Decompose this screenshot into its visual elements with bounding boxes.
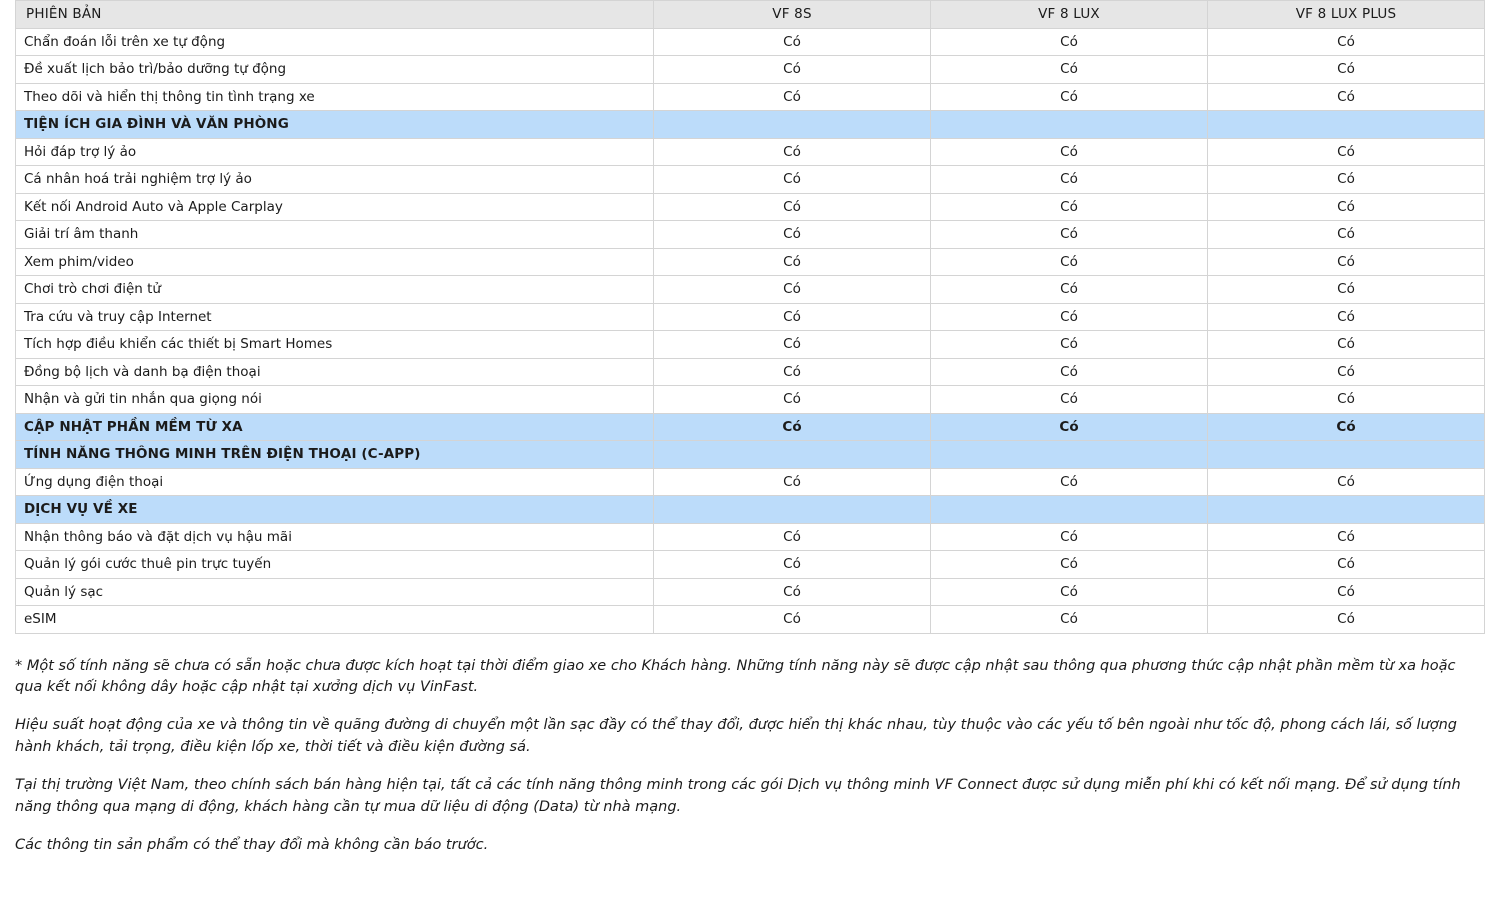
table-section-row [16,496,1485,524]
footnote-paragraph: Hiệu suất hoạt động của xe và thông tin về quãng đường di chuyển một lần sạc đầy có thể thay đổi, được hiển thị khác nhau, tùy thuộc vào các yếu tố bên ngoài như tốc độ, phong cách lái, số lượng hành khách, tải trọng, điều kiện lốp xe, thời tiết và điều kiện đường sá. [15,717,1457,755]
table-row [16,303,1485,331]
table-row [16,386,1485,414]
feature-value: Có [1208,578,1485,606]
feature-value: Có [654,276,931,304]
table-row [16,248,1485,276]
feature-label: Tích hợp điều khiển các thiết bị Smart Homes [16,331,654,359]
feature-label: TIỆN ÍCH GIA ĐÌNH VÀ VĂN PHÒNG [16,111,654,139]
feature-label: Theo dõi và hiển thị thông tin tình trạng xe [16,83,654,111]
feature-value: Có [654,358,931,386]
table-section-row [16,413,1485,441]
table-row [16,358,1485,386]
feature-value: Có [931,386,1208,414]
feature-value: Có [1208,551,1485,579]
table-row [16,83,1485,111]
feature-value: Có [1208,358,1485,386]
feature-value: Có [931,166,1208,194]
feature-label: Chẩn đoán lỗi trên xe tự động [16,28,654,56]
feature-label: eSIM [16,606,654,634]
feature-value: Có [1208,523,1485,551]
table-row [16,578,1485,606]
feature-value: Có [654,523,931,551]
feature-value: Có [654,138,931,166]
feature-value: Có [654,606,931,634]
feature-label: Cá nhân hoá trải nghiệm trợ lý ảo [16,166,654,194]
feature-label: CẬP NHẬT PHẦN MỀM TỪ XA [16,413,654,441]
feature-value: Có [931,523,1208,551]
feature-value [931,441,1208,469]
feature-value: Có [1208,468,1485,496]
table-row [16,606,1485,634]
feature-value: Có [654,28,931,56]
feature-value [654,496,931,524]
table-header-row [16,1,1485,29]
column-header-vf8luxplus: VF 8 LUX PLUS [1208,1,1485,29]
feature-value: Có [1208,193,1485,221]
table-row [16,193,1485,221]
feature-label: Xem phim/video [16,248,654,276]
feature-label: Kết nối Android Auto và Apple Carplay [16,193,654,221]
table-row [16,551,1485,579]
feature-value [654,441,931,469]
column-header-vf8s: VF 8S [654,1,931,29]
table-row [16,468,1485,496]
table-row [16,331,1485,359]
footnote-paragraph: Các thông tin sản phẩm có thể thay đổi mà không cần báo trước. [15,837,489,854]
footnote-paragraph: * Một số tính năng sẽ chưa có sẵn hoặc chưa được kích hoạt tại thời điểm giao xe cho Khách hàng. Những tính năng này sẽ được cập nhật sau thông qua phương thức cập nhật phần mềm từ xa hoặc qua kết nối không dây hoặc cập nhật tại xưởng dịch vụ VinFast. [15,657,1456,695]
feature-label: DỊCH VỤ VỀ XE [16,496,654,524]
feature-value: Có [654,248,931,276]
feature-value: Có [1208,221,1485,249]
feature-label: Nhận và gửi tin nhắn qua giọng nói [16,386,654,414]
feature-label: Giải trí âm thanh [16,221,654,249]
feature-value: Có [931,606,1208,634]
feature-label: Tra cứu và truy cập Internet [16,303,654,331]
table-header [16,1,1485,29]
footnote-paragraph: Tại thị trường Việt Nam, theo chính sách bán hàng hiện tại, tất cả các tính năng thông minh trong các gói Dịch vụ thông minh VF Connect được sử dụng miễn phí khi có kết nối mạng. Để sử dụng tính năng thông qua mạng di động, khách hàng cần tự mua dữ liệu di động (Data) từ nhà mạng. [15,777,1461,815]
table-row [16,221,1485,249]
feature-value: Có [1208,606,1485,634]
feature-value: Có [654,551,931,579]
feature-value: Có [654,193,931,221]
feature-label: Quản lý sạc [16,578,654,606]
feature-value [654,111,931,139]
feature-value: Có [931,331,1208,359]
feature-value: Có [1208,56,1485,84]
table-row [16,276,1485,304]
feature-label: Nhận thông báo và đặt dịch vụ hậu mãi [16,523,654,551]
column-header-feature: PHIÊN BẢN [16,1,654,29]
feature-value: Có [1208,166,1485,194]
feature-value: Có [1208,331,1485,359]
feature-value: Có [931,358,1208,386]
feature-value: Có [931,578,1208,606]
table-row [16,56,1485,84]
feature-value: Có [931,138,1208,166]
feature-value: Có [931,303,1208,331]
feature-label: Đề xuất lịch bảo trì/bảo dưỡng tự động [16,56,654,84]
feature-label: TÍNH NĂNG THÔNG MINH TRÊN ĐIỆN THOẠI (C-APP) [16,441,654,469]
feature-value: Có [654,83,931,111]
feature-value: Có [931,468,1208,496]
feature-value: Có [1208,138,1485,166]
table-body [16,28,1485,633]
column-header-vf8lux: VF 8 LUX [931,1,1208,29]
feature-value: Có [654,166,931,194]
feature-label: Quản lý gói cước thuê pin trực tuyến [16,551,654,579]
feature-value: Có [1208,413,1485,441]
table-section-row [16,111,1485,139]
feature-value: Có [931,248,1208,276]
feature-label: Ứng dụng điện thoại [16,468,654,496]
feature-value: Có [1208,248,1485,276]
feature-value [931,111,1208,139]
feature-value: Có [931,221,1208,249]
feature-value [1208,441,1485,469]
feature-value [931,496,1208,524]
feature-value: Có [654,413,931,441]
feature-value: Có [931,551,1208,579]
feature-value: Có [1208,303,1485,331]
feature-value: Có [654,56,931,84]
feature-value [1208,496,1485,524]
table-row [16,138,1485,166]
feature-value: Có [654,386,931,414]
table-row [16,523,1485,551]
feature-value: Có [1208,83,1485,111]
feature-value: Có [931,276,1208,304]
feature-value: Có [931,28,1208,56]
feature-comparison-table [15,0,1485,634]
feature-value: Có [931,56,1208,84]
table-row [16,166,1485,194]
footnotes [15,656,1485,857]
feature-value [1208,111,1485,139]
feature-value: Có [931,83,1208,111]
feature-value: Có [654,331,931,359]
feature-value: Có [931,413,1208,441]
feature-value: Có [654,578,931,606]
feature-value: Có [654,221,931,249]
feature-label: Đồng bộ lịch và danh bạ điện thoại [16,358,654,386]
table-row [16,28,1485,56]
feature-value: Có [654,468,931,496]
feature-label: Chơi trò chơi điện tử [16,276,654,304]
table-section-row [16,441,1485,469]
feature-value: Có [1208,28,1485,56]
feature-value: Có [1208,386,1485,414]
feature-value: Có [931,193,1208,221]
feature-value: Có [1208,276,1485,304]
feature-value: Có [654,303,931,331]
feature-label: Hỏi đáp trợ lý ảo [16,138,654,166]
